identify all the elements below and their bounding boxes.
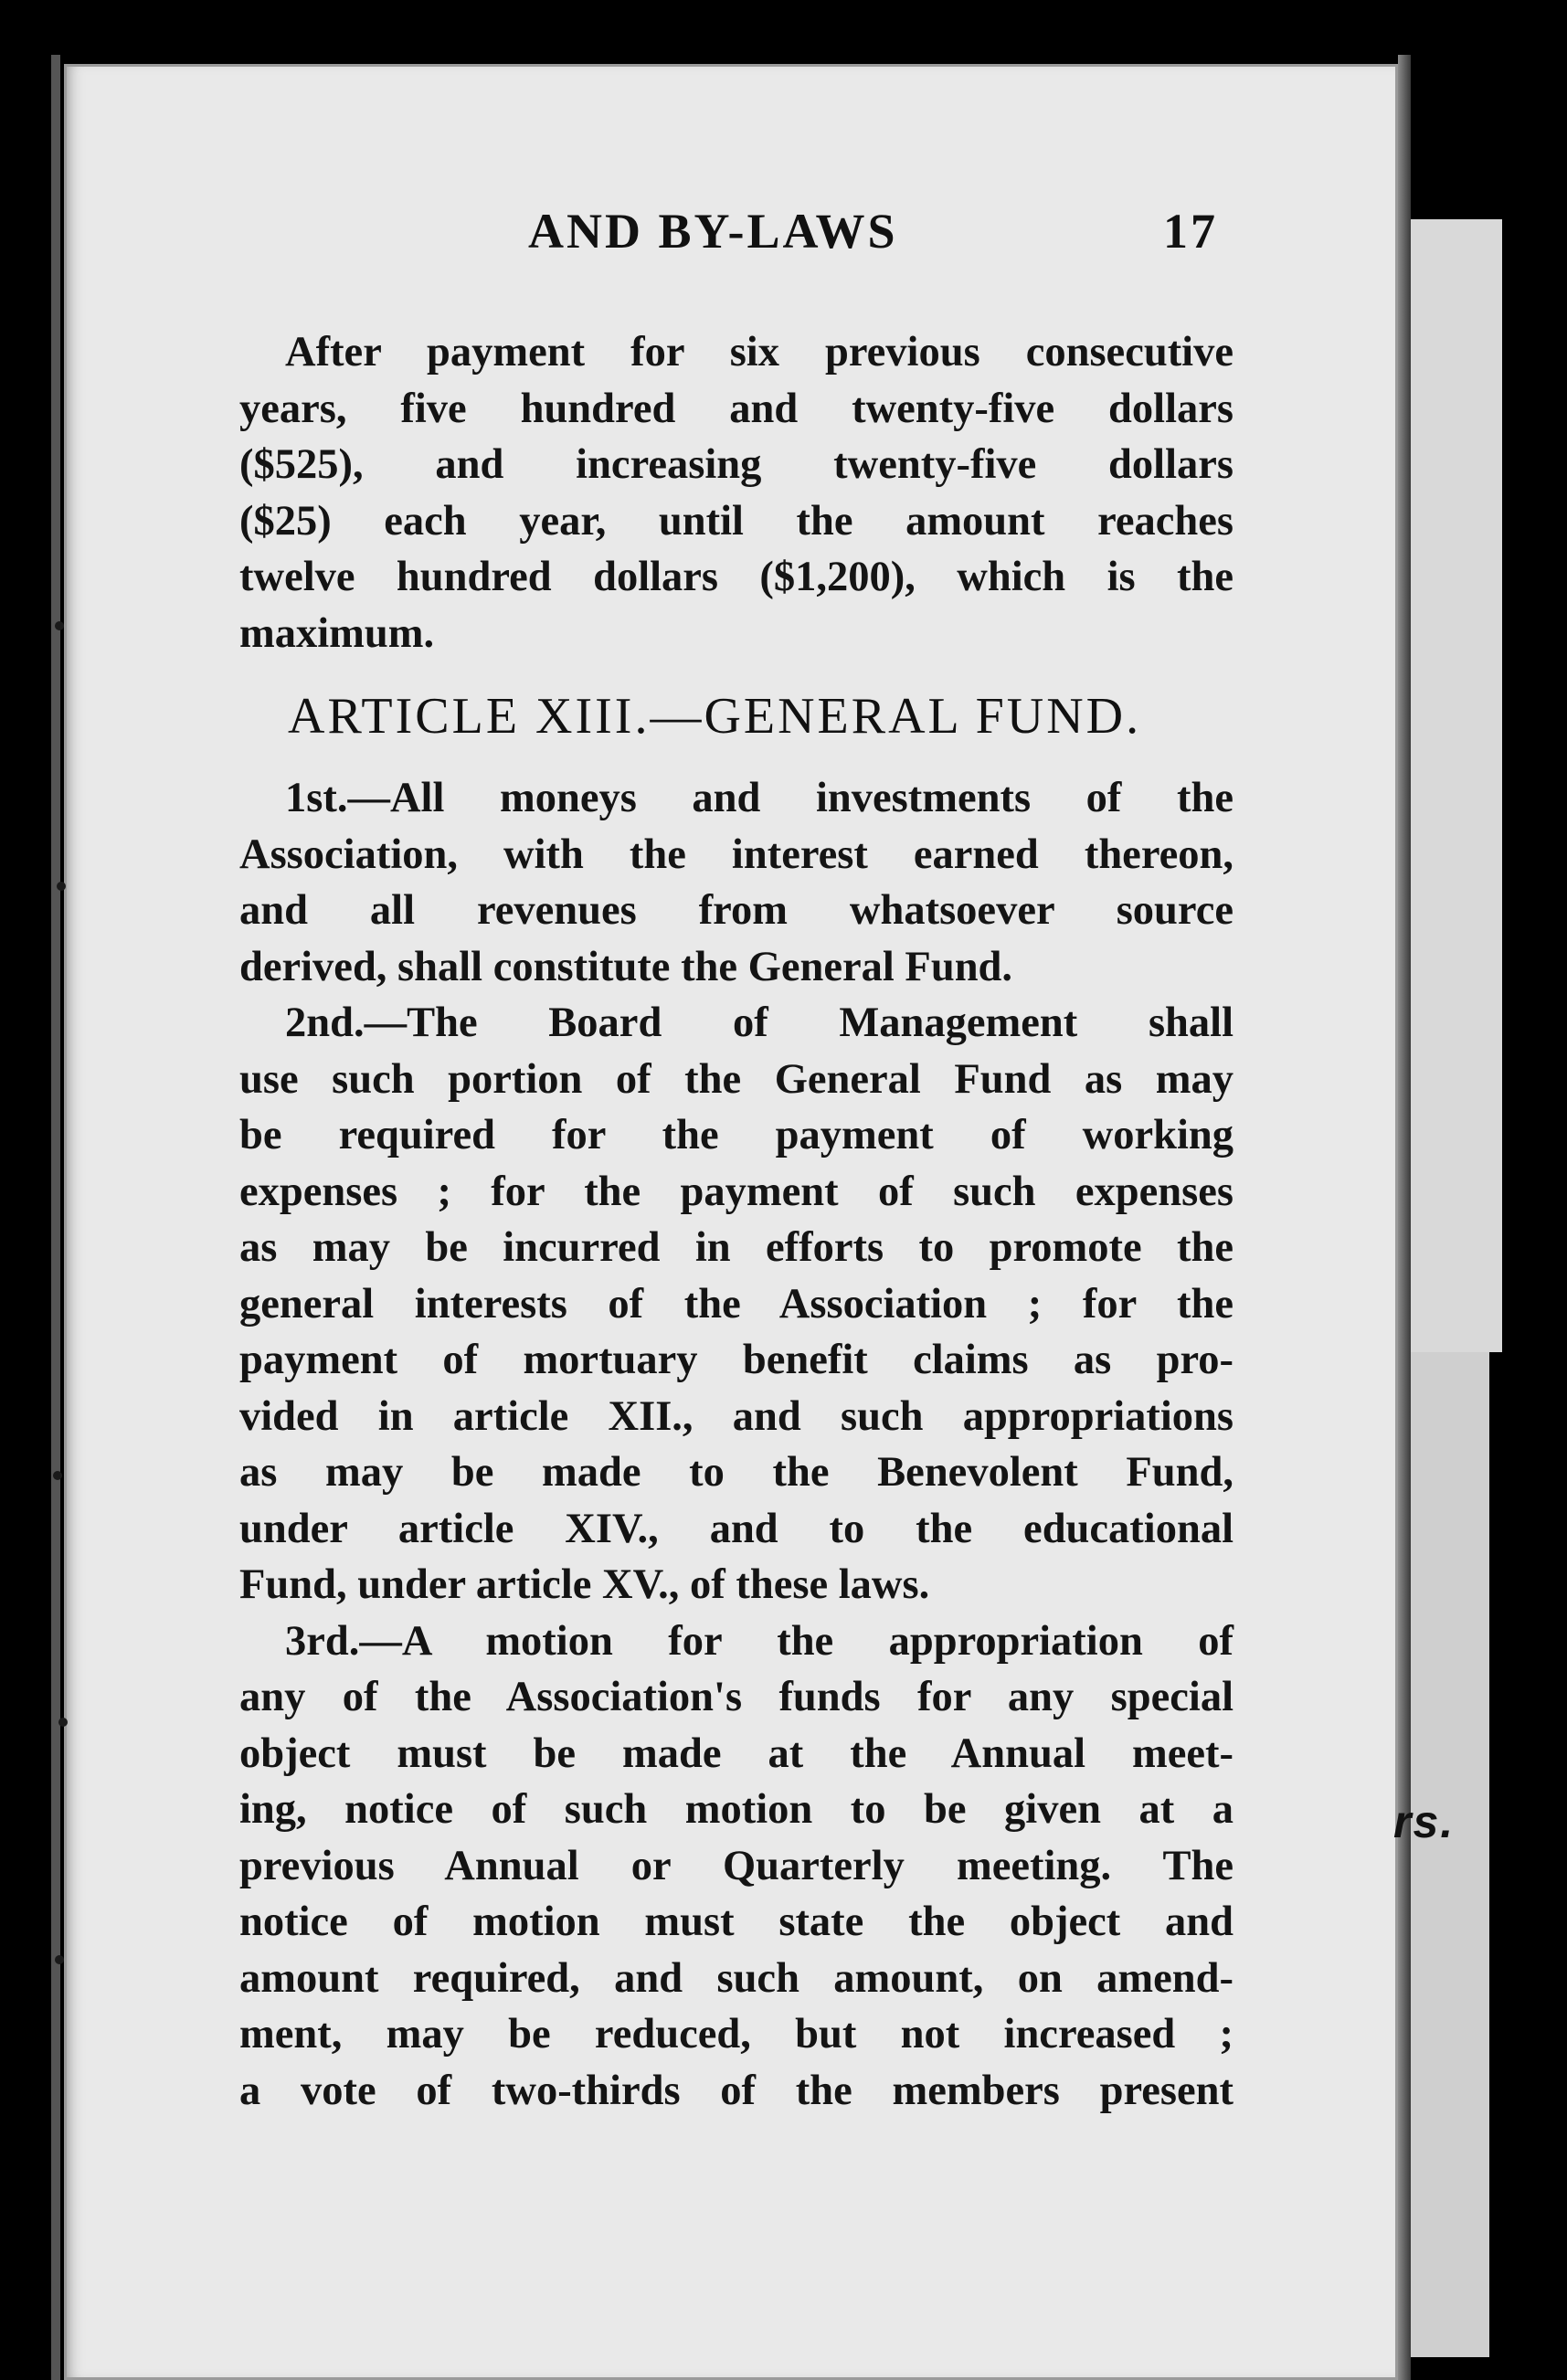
- text-line: under article XIV., and to the educational: [239, 1505, 1233, 1552]
- text-line: notice of motion must state the object and: [239, 1899, 1233, 1945]
- text-line: as may be made to the Benevolent Fund,: [239, 1449, 1233, 1496]
- text-line: ($25) each year, until the amount reaches: [239, 497, 1233, 545]
- scan-speck: [53, 1471, 62, 1480]
- text-line: years, five hundred and twenty-five dollars: [239, 385, 1233, 432]
- text-line: and all revenues from whatsoever source: [239, 887, 1233, 934]
- text-line: previous Annual or Quarterly meeting. The: [239, 1842, 1233, 1889]
- text-line: as may be incurred in efforts to promote the: [239, 1224, 1233, 1271]
- text-line: be required for the payment of working: [239, 1112, 1233, 1158]
- page-number: 17: [1163, 204, 1218, 259]
- text-line: twelve hundred dollars ($1,200), which is the: [239, 554, 1233, 600]
- text-line: payment of mortuary benefit claims as pro-: [239, 1337, 1233, 1383]
- scan-speck: [57, 882, 66, 891]
- text-line: maximum.: [239, 609, 435, 657]
- text-line: amount required, and such amount, on amend-: [239, 1954, 1233, 2002]
- text-line: Association, with the interest earned thereon,: [239, 830, 1233, 878]
- text-line: ing, notice of such motion to be given at a: [239, 1786, 1233, 1833]
- page-fold: [1398, 55, 1411, 2380]
- text-line: object must be made at the Annual meet-: [239, 1729, 1233, 1777]
- text-line: 2nd.—The Board of Management shall: [285, 1000, 1233, 1046]
- text-line: 3rd.—A motion for the appropriation of: [285, 1617, 1233, 1665]
- text-line: ($525), and increasing twenty-five dollars: [239, 441, 1233, 488]
- scan-speck: [58, 1718, 68, 1727]
- book-spine: [51, 55, 60, 2380]
- scan-speck: [55, 621, 64, 630]
- facing-page-text-fragment: rs.: [1393, 1796, 1456, 1847]
- article-body: [239, 770, 1233, 2119]
- page-header: [0, 203, 1567, 267]
- text-line: general interests of the Association ; for the: [239, 1280, 1233, 1328]
- text-line: expenses ; for the payment of such expenses: [239, 1168, 1233, 1215]
- text-line: use such portion of the General Fund as may: [239, 1055, 1233, 1103]
- text-line: derived, shall constitute the General Fund.: [239, 943, 1013, 990]
- scan-speck: [55, 1955, 64, 1964]
- text-line: any of the Association's funds for any special: [239, 1674, 1233, 1720]
- text-line: Fund, under article XV., of these laws.: [239, 1561, 930, 1608]
- running-title: AND BY-LAWS: [528, 204, 898, 259]
- text-line: ment, may be reduced, but not increased ;: [239, 2011, 1233, 2057]
- text-line: After payment for six previous consecutive: [285, 329, 1233, 376]
- intro-paragraph: [239, 324, 1233, 661]
- text-line: 1st.—All moneys and investments of the: [285, 775, 1233, 821]
- text-line: vided in article XII., and such appropriations: [239, 1392, 1233, 1440]
- article-heading: ARTICLE XIII.—GENERAL FUND.: [288, 688, 1142, 745]
- text-line: a vote of two-thirds of the members present: [239, 2067, 1233, 2114]
